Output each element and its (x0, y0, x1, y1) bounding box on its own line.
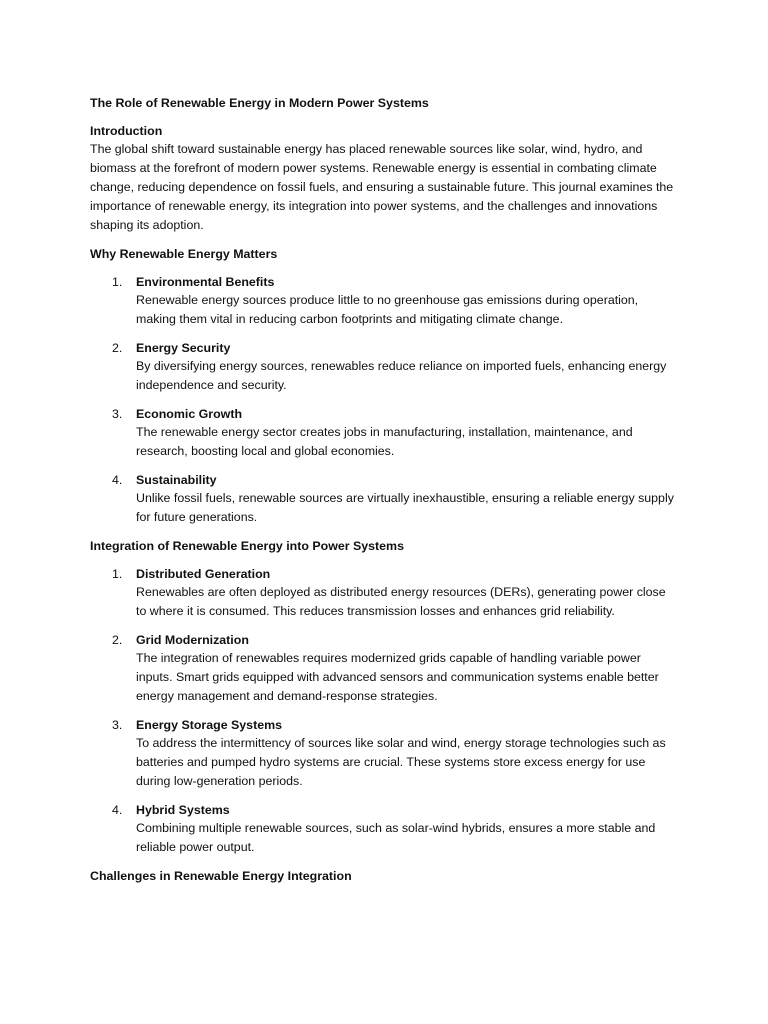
list-item (90, 273, 678, 329)
list-number: 1. (112, 567, 123, 581)
integration-list (90, 565, 678, 857)
list-item-title: Distributed Generation (136, 567, 271, 581)
list-number: 4. (112, 803, 123, 817)
list-item-title: Energy Security (136, 341, 231, 355)
list-item-title: Sustainability (136, 473, 217, 487)
list-item (90, 801, 678, 857)
list-number: 3. (112, 407, 123, 421)
list-number: 1. (112, 275, 123, 289)
list-item (90, 631, 678, 706)
why-heading: Why Renewable Energy Matters (90, 247, 278, 261)
list-item-title: Grid Modernization (136, 633, 249, 647)
list-item-text: The renewable energy sector creates jobs in manufacturing, installation, maintenance, and research, boosting local and global economies. (136, 425, 633, 458)
list-item-title: Hybrid Systems (136, 803, 230, 817)
why-list (90, 273, 678, 527)
list-item (90, 565, 678, 621)
list-number: 2. (112, 633, 123, 647)
list-item (90, 471, 678, 527)
list-number: 2. (112, 341, 123, 355)
intro-paragraph: The global shift toward sustainable energy has placed renewable sources like solar, wind, hydro, and biomass at the forefront of modern power systems. Renewable energy is essential in combating climate change, reducing dependence on fossil fuels, and ensuring a sustainable future. This journal examines the importance of renewable energy, its integration into power systems, and the challenges and innovations shaping its adoption. (90, 142, 674, 232)
list-item-text: Renewables are often deployed as distributed energy resources (DERs), generating power close to where it is consumed. This reduces transmission losses and enhances grid reliability. (136, 585, 666, 618)
list-item-text: Unlike fossil fuels, renewable sources are virtually inexhaustible, ensuring a reliable energy supply for future generations. (136, 491, 674, 524)
list-item (90, 339, 678, 395)
intro-section (90, 122, 678, 235)
list-number: 3. (112, 718, 123, 732)
intro-heading: Introduction (90, 124, 163, 138)
list-item-title: Environmental Benefits (136, 275, 275, 289)
list-item-text: To address the intermittency of sources like solar and wind, energy storage technologies such as batteries and pumped hydro systems are crucial. These systems store excess energy for use during low-generation periods. (136, 736, 666, 788)
document-title: The Role of Renewable Energy in Modern Power Systems (90, 96, 429, 110)
challenges-heading: Challenges in Renewable Energy Integration (90, 869, 352, 883)
list-item-text: By diversifying energy sources, renewables reduce reliance on imported fuels, enhancing energy independence and security. (136, 359, 667, 392)
list-item-text: The integration of renewables requires modernized grids capable of handling variable power inputs. Smart grids equipped with advanced sensors and communication systems enable better energy management and demand-response strategies. (136, 651, 659, 703)
list-item-title: Economic Growth (136, 407, 243, 421)
list-item-text: Combining multiple renewable sources, such as solar-wind hybrids, ensures a more stable and reliable power output. (136, 821, 656, 854)
list-item (90, 405, 678, 461)
list-item (90, 716, 678, 791)
list-item-title: Energy Storage Systems (136, 718, 282, 732)
list-number: 4. (112, 473, 123, 487)
list-item-text: Renewable energy sources produce little to no greenhouse gas emissions during operation, making them vital in reducing carbon footprints and mitigating climate change. (136, 293, 639, 326)
integration-heading: Integration of Renewable Energy into Power Systems (90, 539, 404, 553)
